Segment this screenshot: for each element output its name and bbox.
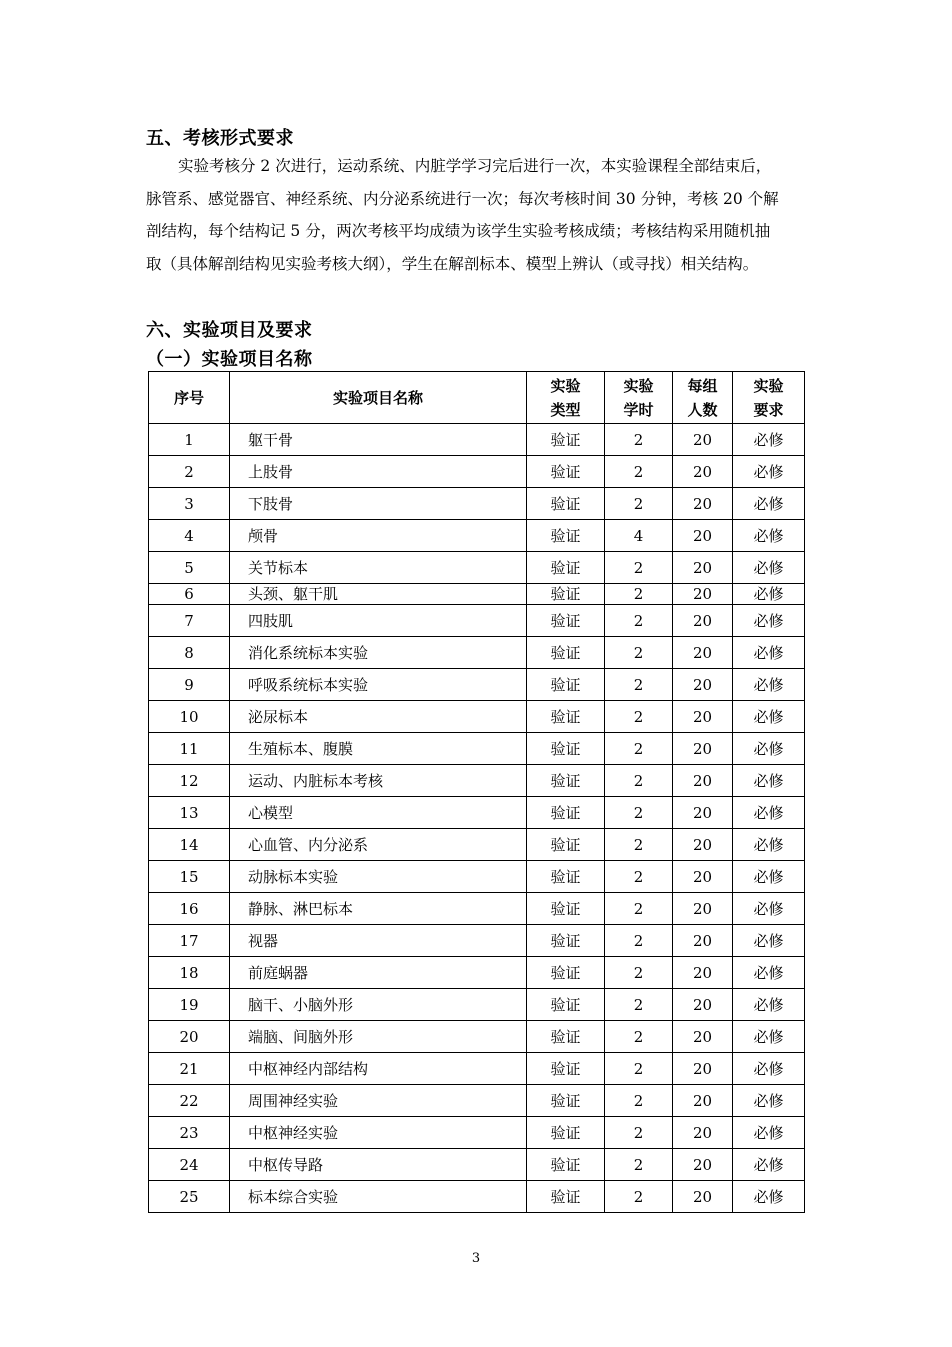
cell-type: 验证 [527,456,605,488]
cell-req: 必修 [733,456,805,488]
cell-type: 验证 [527,552,605,584]
cell-req: 必修 [733,1021,805,1053]
cell-hours: 4 [605,520,673,552]
cell-type: 验证 [527,861,605,893]
section6-heading: 六、实验项目及要求 [146,320,313,341]
table-row [149,1021,805,1053]
cell-hours: 2 [605,957,673,989]
cell-index: 13 [149,797,230,829]
cell-name: 消化系统标本实验 [230,637,527,669]
cell-index: 2 [149,456,230,488]
cell-req: 必修 [733,893,805,925]
header-index: 序号 [149,372,230,424]
cell-type: 验证 [527,989,605,1021]
cell-req: 必修 [733,1149,805,1181]
cell-name: 视器 [230,925,527,957]
cell-group: 20 [673,552,733,584]
section5-heading: 五、考核形式要求 [146,128,294,149]
cell-type: 验证 [527,765,605,797]
cell-name: 运动、内脏标本考核 [230,765,527,797]
cell-req: 必修 [733,1085,805,1117]
cell-req: 必修 [733,1117,805,1149]
cell-type: 验证 [527,797,605,829]
cell-index: 9 [149,669,230,701]
cell-type: 验证 [527,893,605,925]
cell-group: 20 [673,765,733,797]
cell-type: 验证 [527,1149,605,1181]
cell-hours: 2 [605,637,673,669]
cell-group: 20 [673,701,733,733]
cell-index: 24 [149,1149,230,1181]
cell-name: 生殖标本、腹膜 [230,733,527,765]
cell-type: 验证 [527,669,605,701]
cell-req: 必修 [733,957,805,989]
cell-group: 20 [673,733,733,765]
cell-name: 前庭蜗器 [230,957,527,989]
paragraph-line: 剖结构，每个结构记 5 分，两次考核平均成绩为该学生实验考核成绩；考核结构采用随机抽 [146,222,771,240]
cell-group: 20 [673,520,733,552]
cell-group: 20 [673,893,733,925]
table-row [149,701,805,733]
table-row [149,1181,805,1213]
cell-hours: 2 [605,989,673,1021]
table-row [149,1149,805,1181]
header-type: 实验 类型 [527,372,605,424]
cell-name: 静脉、淋巴标本 [230,893,527,925]
cell-name: 四肢肌 [230,605,527,637]
header-hours: 实验 学时 [605,372,673,424]
cell-req: 必修 [733,584,805,605]
cell-group: 20 [673,925,733,957]
table-row [149,989,805,1021]
table-row [149,584,805,605]
cell-req: 必修 [733,605,805,637]
cell-group: 20 [673,584,733,605]
cell-req: 必修 [733,669,805,701]
cell-req: 必修 [733,1053,805,1085]
cell-hours: 2 [605,584,673,605]
cell-index: 25 [149,1181,230,1213]
cell-type: 验证 [527,424,605,456]
cell-group: 20 [673,1117,733,1149]
cell-type: 验证 [527,488,605,520]
table-row [149,637,805,669]
page-number: 3 [471,1251,481,1266]
cell-group: 20 [673,957,733,989]
cell-index: 8 [149,637,230,669]
cell-type: 验证 [527,1021,605,1053]
cell-req: 必修 [733,797,805,829]
cell-index: 19 [149,989,230,1021]
table-row [149,1085,805,1117]
table-row [149,893,805,925]
cell-name: 周围神经实验 [230,1085,527,1117]
table-row [149,957,805,989]
experiment-table [148,371,805,1213]
cell-group: 20 [673,456,733,488]
cell-req: 必修 [733,1181,805,1213]
cell-index: 20 [149,1021,230,1053]
cell-group: 20 [673,424,733,456]
cell-req: 必修 [733,520,805,552]
cell-group: 20 [673,669,733,701]
cell-group: 20 [673,1085,733,1117]
table-row [149,861,805,893]
cell-type: 验证 [527,1181,605,1213]
cell-type: 验证 [527,701,605,733]
cell-name: 中枢神经内部结构 [230,1053,527,1085]
cell-req: 必修 [733,424,805,456]
cell-index: 1 [149,424,230,456]
cell-group: 20 [673,1149,733,1181]
cell-name: 中枢传导路 [230,1149,527,1181]
cell-group: 20 [673,1053,733,1085]
cell-hours: 2 [605,701,673,733]
table-row [149,797,805,829]
cell-name: 动脉标本实验 [230,861,527,893]
cell-index: 10 [149,701,230,733]
header-name: 实验项目名称 [230,372,527,424]
section5-paragraph [146,150,810,280]
cell-group: 20 [673,488,733,520]
cell-hours: 2 [605,552,673,584]
cell-type: 验证 [527,637,605,669]
cell-hours: 2 [605,488,673,520]
cell-index: 17 [149,925,230,957]
cell-group: 20 [673,637,733,669]
cell-index: 6 [149,584,230,605]
table-row [149,456,805,488]
cell-index: 7 [149,605,230,637]
cell-name: 躯干骨 [230,424,527,456]
cell-hours: 2 [605,456,673,488]
cell-name: 呼吸系统标本实验 [230,669,527,701]
cell-type: 验证 [527,1053,605,1085]
cell-hours: 2 [605,1085,673,1117]
cell-hours: 2 [605,1053,673,1085]
cell-index: 14 [149,829,230,861]
cell-name: 端脑、间脑外形 [230,1021,527,1053]
cell-req: 必修 [733,637,805,669]
header-group: 每组 人数 [673,372,733,424]
cell-index: 3 [149,488,230,520]
cell-group: 20 [673,605,733,637]
cell-hours: 2 [605,1181,673,1213]
cell-group: 20 [673,1181,733,1213]
cell-name: 心模型 [230,797,527,829]
cell-index: 16 [149,893,230,925]
cell-type: 验证 [527,1085,605,1117]
table-row [149,520,805,552]
cell-index: 11 [149,733,230,765]
cell-type: 验证 [527,584,605,605]
cell-hours: 2 [605,424,673,456]
cell-hours: 2 [605,765,673,797]
cell-name: 标本综合实验 [230,1181,527,1213]
cell-req: 必修 [733,829,805,861]
cell-name: 上肢骨 [230,456,527,488]
cell-hours: 2 [605,861,673,893]
cell-index: 4 [149,520,230,552]
cell-hours: 2 [605,925,673,957]
table-row [149,552,805,584]
cell-name: 头颈、躯干肌 [230,584,527,605]
cell-hours: 2 [605,733,673,765]
cell-req: 必修 [733,925,805,957]
cell-name: 心血管、内分泌系 [230,829,527,861]
cell-index: 18 [149,957,230,989]
table-row [149,1053,805,1085]
cell-group: 20 [673,797,733,829]
cell-group: 20 [673,989,733,1021]
cell-type: 验证 [527,829,605,861]
cell-type: 验证 [527,520,605,552]
cell-type: 验证 [527,1117,605,1149]
cell-index: 12 [149,765,230,797]
cell-hours: 2 [605,893,673,925]
cell-hours: 2 [605,1117,673,1149]
cell-req: 必修 [733,989,805,1021]
section6-subheading: （一）实验项目名称 [146,349,313,370]
cell-type: 验证 [527,605,605,637]
cell-hours: 2 [605,797,673,829]
cell-type: 验证 [527,957,605,989]
cell-index: 22 [149,1085,230,1117]
table-row [149,669,805,701]
cell-req: 必修 [733,765,805,797]
cell-name: 泌尿标本 [230,701,527,733]
paragraph-line: 取（具体解剖结构见实验考核大纲），学生在解剖标本、模型上辨认（或寻找）相关结构。 [146,254,759,273]
cell-index: 23 [149,1117,230,1149]
cell-name: 脑干、小脑外形 [230,989,527,1021]
cell-req: 必修 [733,552,805,584]
cell-req: 必修 [733,701,805,733]
cell-index: 5 [149,552,230,584]
cell-group: 20 [673,861,733,893]
cell-group: 20 [673,829,733,861]
cell-req: 必修 [733,861,805,893]
cell-name: 关节标本 [230,552,527,584]
cell-name: 中枢神经实验 [230,1117,527,1149]
cell-group: 20 [673,1021,733,1053]
cell-type: 验证 [527,925,605,957]
paragraph-line: 实验考核分 2 次进行，运动系统、内脏学学习完后进行一次，本实验课程全部结束后， [178,157,772,175]
cell-req: 必修 [733,733,805,765]
cell-index: 15 [149,861,230,893]
cell-hours: 2 [605,829,673,861]
cell-type: 验证 [527,733,605,765]
cell-index: 21 [149,1053,230,1085]
cell-hours: 2 [605,1149,673,1181]
cell-hours: 2 [605,669,673,701]
table-row [149,488,805,520]
cell-hours: 2 [605,605,673,637]
table-row [149,765,805,797]
cell-req: 必修 [733,488,805,520]
table-row [149,925,805,957]
table-row [149,733,805,765]
table-row [149,424,805,456]
paragraph-line: 脉管系、感觉器官、神经系统、内分泌系统进行一次；每次考核时间 30 分钟，考核 20 个解 [146,189,779,208]
cell-name: 下肢骨 [230,488,527,520]
table-row [149,1117,805,1149]
table-header-row [149,372,805,424]
header-req: 实验 要求 [733,372,805,424]
table-row [149,829,805,861]
cell-hours: 2 [605,1021,673,1053]
table-row [149,605,805,637]
cell-name: 颅骨 [230,520,527,552]
